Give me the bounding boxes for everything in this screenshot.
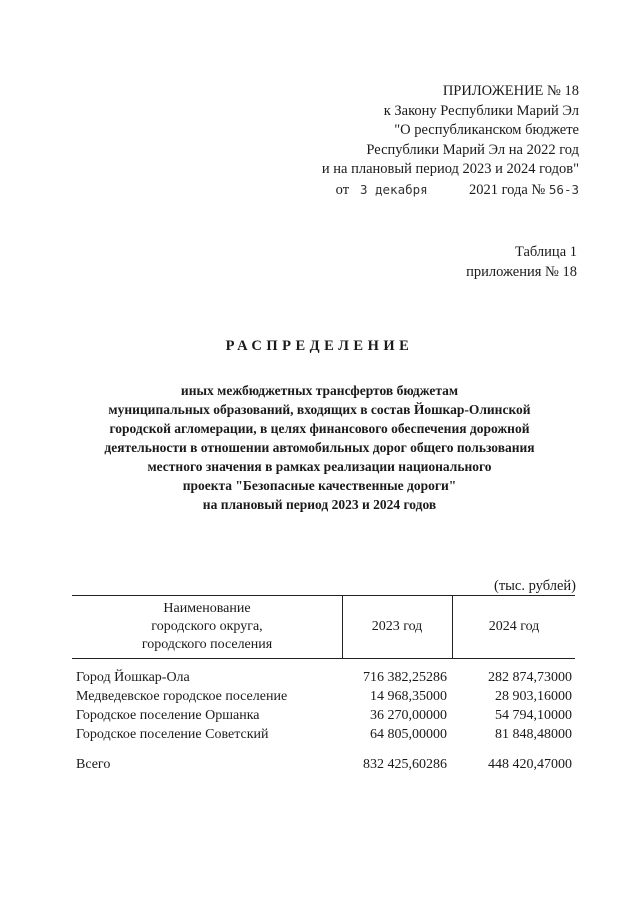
attachment-law-title-2: Республики Марий Эл на 2022 год bbox=[366, 141, 579, 158]
header-name-column bbox=[72, 596, 343, 658]
row-value-2024: 81 848,48000 bbox=[495, 727, 572, 742]
table-ref-number: Таблица 1 bbox=[514, 244, 577, 260]
row-value-2024: 282 874,73000 bbox=[488, 670, 572, 685]
header-name-line: городского округа, bbox=[151, 619, 263, 634]
header-name-line: городского поселения bbox=[141, 637, 273, 652]
attachment-law-title-1: "О республиканском бюджете bbox=[394, 122, 579, 138]
table-total-row bbox=[72, 755, 575, 774]
table-reference bbox=[466, 243, 577, 282]
row-name: Город Йошкар-Ола bbox=[76, 670, 190, 685]
row-value-2024: 54 794,10000 bbox=[495, 708, 572, 723]
subtitle-line: деятельности в отношении автомобильных дорог общего пользования bbox=[104, 440, 535, 455]
total-label: Всего bbox=[76, 757, 111, 772]
row-value-2024: 28 903,16000 bbox=[495, 689, 572, 704]
row-name: Городское поселение Оршанка bbox=[76, 708, 260, 723]
subtitle-line: иных межбюджетных трансфертов бюджетам bbox=[180, 383, 459, 398]
row-value-2023: 14 968,35000 bbox=[370, 689, 447, 704]
document-subtitle bbox=[0, 381, 639, 514]
attachment-number: ПРИЛОЖЕНИЕ № 18 bbox=[442, 83, 579, 99]
table-row bbox=[72, 668, 575, 687]
row-value-2023: 36 270,00000 bbox=[370, 708, 447, 723]
subtitle-line: проекта "Безопасные качественные дороги" bbox=[182, 478, 457, 493]
year-text: 2021 года № bbox=[468, 181, 546, 198]
row-name: Городское поселение Советский bbox=[76, 727, 269, 742]
header-2024-column: 2024 год bbox=[488, 619, 540, 634]
attachment-law-line: к Закону Республики Марий Эл bbox=[383, 102, 579, 119]
header-2023-column: 2023 год bbox=[342, 596, 453, 658]
row-value-2023: 64 805,00000 bbox=[370, 727, 447, 742]
table-row bbox=[72, 687, 575, 706]
table-row bbox=[72, 706, 575, 725]
subtitle-line: муниципальных образований, входящих в состав Йошкар-Олинской bbox=[108, 402, 531, 417]
row-value-2023: 716 382,25286 bbox=[363, 670, 447, 685]
distribution-table-header bbox=[72, 595, 575, 659]
units-label: (тыс. рублей) bbox=[494, 578, 576, 594]
attachment-date-line bbox=[322, 180, 579, 201]
date-filled: 3 декабря bbox=[359, 181, 428, 197]
attachment-header bbox=[322, 82, 579, 200]
subtitle-line: городской агломерации, в целях финансового обеспечения дорожной bbox=[109, 421, 530, 436]
total-value-2024: 448 420,47000 bbox=[488, 757, 572, 772]
subtitle-line: на плановый период 2023 и 2024 годов bbox=[202, 497, 437, 512]
table-ref-attachment: приложения № 18 bbox=[466, 263, 577, 280]
distribution-table-body bbox=[72, 668, 575, 774]
law-number-filled: 56-З bbox=[548, 181, 579, 197]
date-prefix: от bbox=[335, 181, 350, 198]
attachment-law-title-3: и на плановый период 2023 и 2024 годов" bbox=[321, 161, 579, 177]
row-name: Медведевское городское поселение bbox=[76, 689, 288, 704]
document-title: РАСПРЕДЕЛЕНИЕ bbox=[225, 338, 414, 354]
subtitle-line: местного значения в рамках реализации национального bbox=[147, 459, 492, 474]
total-value-2023: 832 425,60286 bbox=[363, 757, 447, 772]
header-name-line: Наименование bbox=[163, 601, 251, 616]
table-row bbox=[72, 725, 575, 744]
table-header-row bbox=[72, 595, 575, 659]
